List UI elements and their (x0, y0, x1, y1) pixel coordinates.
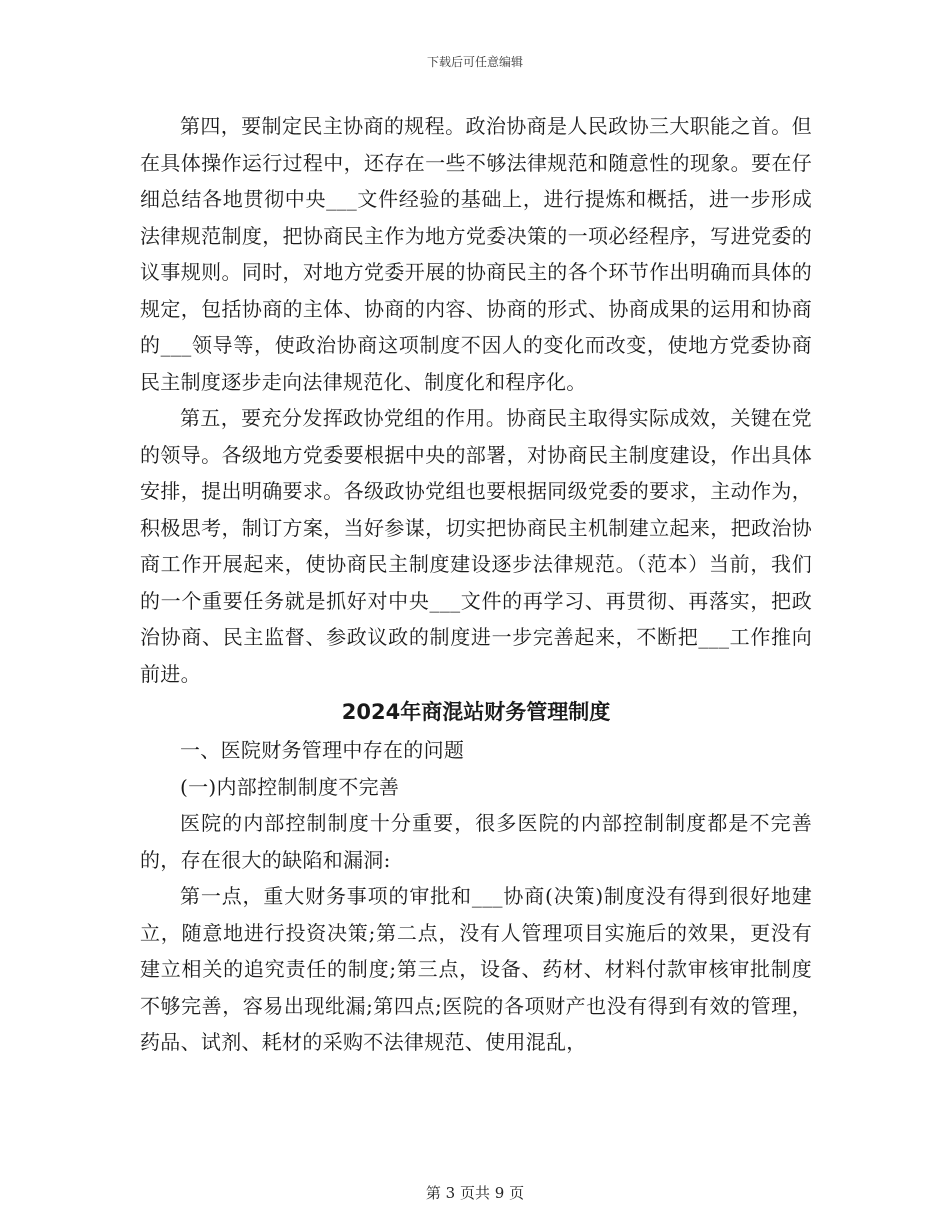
paragraph-fourth-point: 第四，要制定民主协商的规程。政治协商是人民政协三大职能之首。但在具体操作运行过程中，还存在一些不够法律规范和随意性的现象。要在仔细总结各地贯彻中央___文件经验的基础上，进行提炼和概括，进一步形成法律规范制度，把协商民主作为地方党委决策的一项必经程序，写进党委的议事规则。同时，对地方党委开展的协商民主的各个环节作出明确而具体的规定，包括协商的主体、协商的内容、协商的形式、协商成果的运用和协商的___领导等，使政治协商这项制度不因人的变化而改变，使地方党委协商民主制度逐步走向法律规范化、制度化和程序化。 (140, 114, 812, 394)
paragraph-fifth-point: 第五，要充分发挥政协党组的作用。协商民主取得实际成效，关键在党的领导。各级地方党委要根据中央的部署，对协商民主制度建设，作出具体安排，提出明确要求。各级政协党组也要根据同级党委的要求，主动作为，积极思考，制订方案，当好参谋，切实把协商民主机制建立起来，把政治协商工作开展起来，使协商民主制度建设逐步法律规范。（范本）当前，我们的一个重要任务就是抓好对中央___文件的再学习、再贯彻、再落实，把政治协商、民主监督、参政议政的制度进一步完善起来，不断把___工作推向前进。 (140, 406, 812, 686)
subheading-internal-control: (一)内部控制制度不完善 (180, 774, 400, 799)
paragraph-internal-control-points: 第一点，重大财务事项的审批和___协商(决策)制度没有得到很好地建立，随意地进行投资决策;第二点，没有人管理项目实施后的效果，更没有建立相关的追究责任的制度;第三点，设备、药材、材料付款审核审批制度不够完善，容易出现纰漏;第四点;医院的各项财产也没有得到有效的管理，药品、试剂、耗材的采购不法律规范、使用混乱， (140, 884, 812, 1054)
document-body (140, 108, 812, 1061)
page-footer: 第 3 页共 9 页 (425, 1184, 525, 1202)
paragraph-internal-control-intro: 医院的内部控制制度十分重要，很多医院的内部控制制度都是不完善的，存在很大的缺陷和漏洞: (140, 811, 812, 872)
page-header: 下载后可任意编辑 (426, 55, 523, 69)
heading-problems: 一、医院财务管理中存在的问题 (180, 738, 465, 762)
section-title: 2024年商混站财务管理制度 (341, 700, 611, 724)
